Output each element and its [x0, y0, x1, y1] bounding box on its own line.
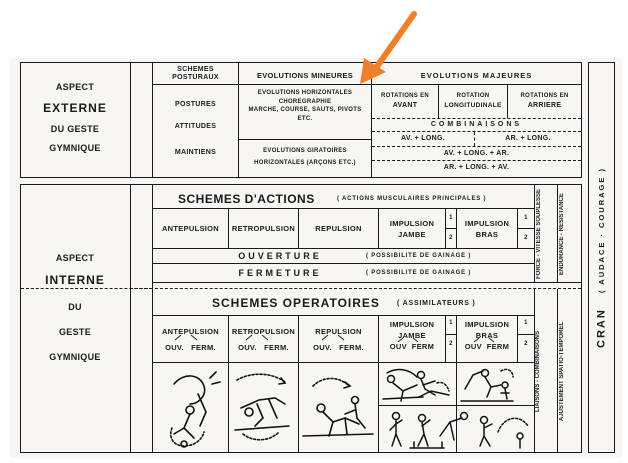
action-antepulsion: ANTEPULSION [161, 224, 220, 233]
op-bras-2: 2 [524, 341, 528, 347]
cran-label: CRAN ( AUDACE · COURAGE ) [595, 166, 608, 349]
impulsion-jambe-sketch [379, 363, 456, 405]
repulsion-sketch [299, 364, 377, 452]
rotation-longitudinale-cell: ROTATION LONGITUDINALE [444, 93, 502, 109]
evolutions-giratoires-text: EVOLUTIONS GIRATOIRES HORIZONTALES (ARÇONS ETC.) [254, 148, 356, 166]
action-retropulsion: RETROPULSION [231, 224, 296, 233]
combo-av-long-ar: AV. + LONG. + AR. [443, 150, 510, 157]
op-repulsion: REPULSION OUV. FERM. [313, 327, 364, 352]
maintiens-label: MAINTIENS [174, 149, 217, 156]
op-antepulsion: ANTEPULSION OUV. FERM. [161, 327, 220, 352]
retropulsion-sketch [229, 364, 297, 452]
op-bras-1: 1 [524, 320, 528, 326]
schemes-actions-subtitle: ( ACTIONS MUSCULAIRES PRINCIPALES ) [337, 196, 487, 202]
force-vitesse-souplesse: FORCE - VITESSE SOUPLESSE [536, 188, 542, 280]
endurance-resistance: ENDURANCE - RESISTANCE [559, 193, 565, 275]
op-jambe-2: 2 [449, 341, 453, 347]
action-bras-1: 1 [524, 215, 528, 221]
liaisons-combinaisons: LIAISONS - COMBINAISONS [535, 330, 541, 412]
evolutions-majeures-header: EVOLUTIONS MAJEURES [420, 71, 533, 80]
fermeture-label: FERMETURE [238, 268, 322, 278]
schemes-actions-title: SCHEMES D'ACTIONS [178, 192, 315, 206]
evolutions-mineures-header: EVOLUTIONS MINEURES [256, 71, 354, 80]
ouverture-label: OUVERTURE [238, 251, 322, 261]
antepulsion-sketch [154, 364, 228, 452]
action-jambe-1: 1 [449, 215, 453, 221]
rotations-arriere-cell: ROTATIONS EN ARRIERE [520, 93, 569, 109]
action-impulsion-bras: IMPULSION BRAS [464, 219, 510, 239]
combo-ar-long: AR. + LONG. [505, 135, 551, 142]
action-jambe-2: 2 [449, 235, 453, 241]
attitudes-label: ATTITUDES [174, 123, 217, 130]
postures-label: POSTURES [175, 101, 216, 108]
external-aspect-label: ASPECT EXTERNE DU GESTE GYMNIQUE [43, 82, 107, 153]
internal-aspect-label: ASPECT INTERNE DU GESTE GYMNIQUE [45, 253, 105, 362]
rotations-avant-cell: ROTATIONS EN AVANT [380, 93, 430, 109]
action-impulsion-jambe: IMPULSION JAMBE [389, 219, 435, 239]
op-jambe-1: 1 [449, 320, 453, 326]
combo-av-long: AV. + LONG. [401, 135, 445, 142]
combo-ar-long-av: AR. + LONG. + AV. [443, 164, 510, 171]
fermeture-gainage: ( POSSIBILITE DE GAINAGE ) [366, 270, 472, 276]
vaulting-sequence-sketch [380, 406, 534, 452]
action-bras-2: 2 [524, 235, 528, 241]
op-impulsion-jambe: IMPULSION JAMBE OUV FERM [389, 320, 435, 351]
schemes-operatoires-title: SCHEMES OPERATOIRES [212, 296, 380, 310]
action-repulsion: REPULSION [315, 224, 362, 233]
impulsion-bras-sketch [457, 363, 517, 405]
ajustement-spatio-temporel: AJUSTEMENT SPATIO-TEMPOREL [559, 321, 565, 421]
op-retropulsion: RETROPULSION OUV. FERM. [231, 327, 296, 352]
combinaisons-header: COMBINAISONS [430, 121, 523, 128]
evolutions-horizontales-text: EVOLUTIONS HORIZONTALES CHOREGRAPHIE MARCHE, COURSE, SAUTS, PIVOTS ETC. [248, 90, 362, 122]
schemes-posturaux-header: SCHEMES POSTURAUX [172, 66, 219, 81]
op-impulsion-bras: IMPULSION BRAS OUV FERM [464, 320, 510, 351]
schemes-operatoires-subtitle: ( ASSIMILATEURS ) [397, 300, 476, 307]
ouverture-gainage: ( POSSIBILITE DE GAINAGE ) [366, 253, 472, 259]
